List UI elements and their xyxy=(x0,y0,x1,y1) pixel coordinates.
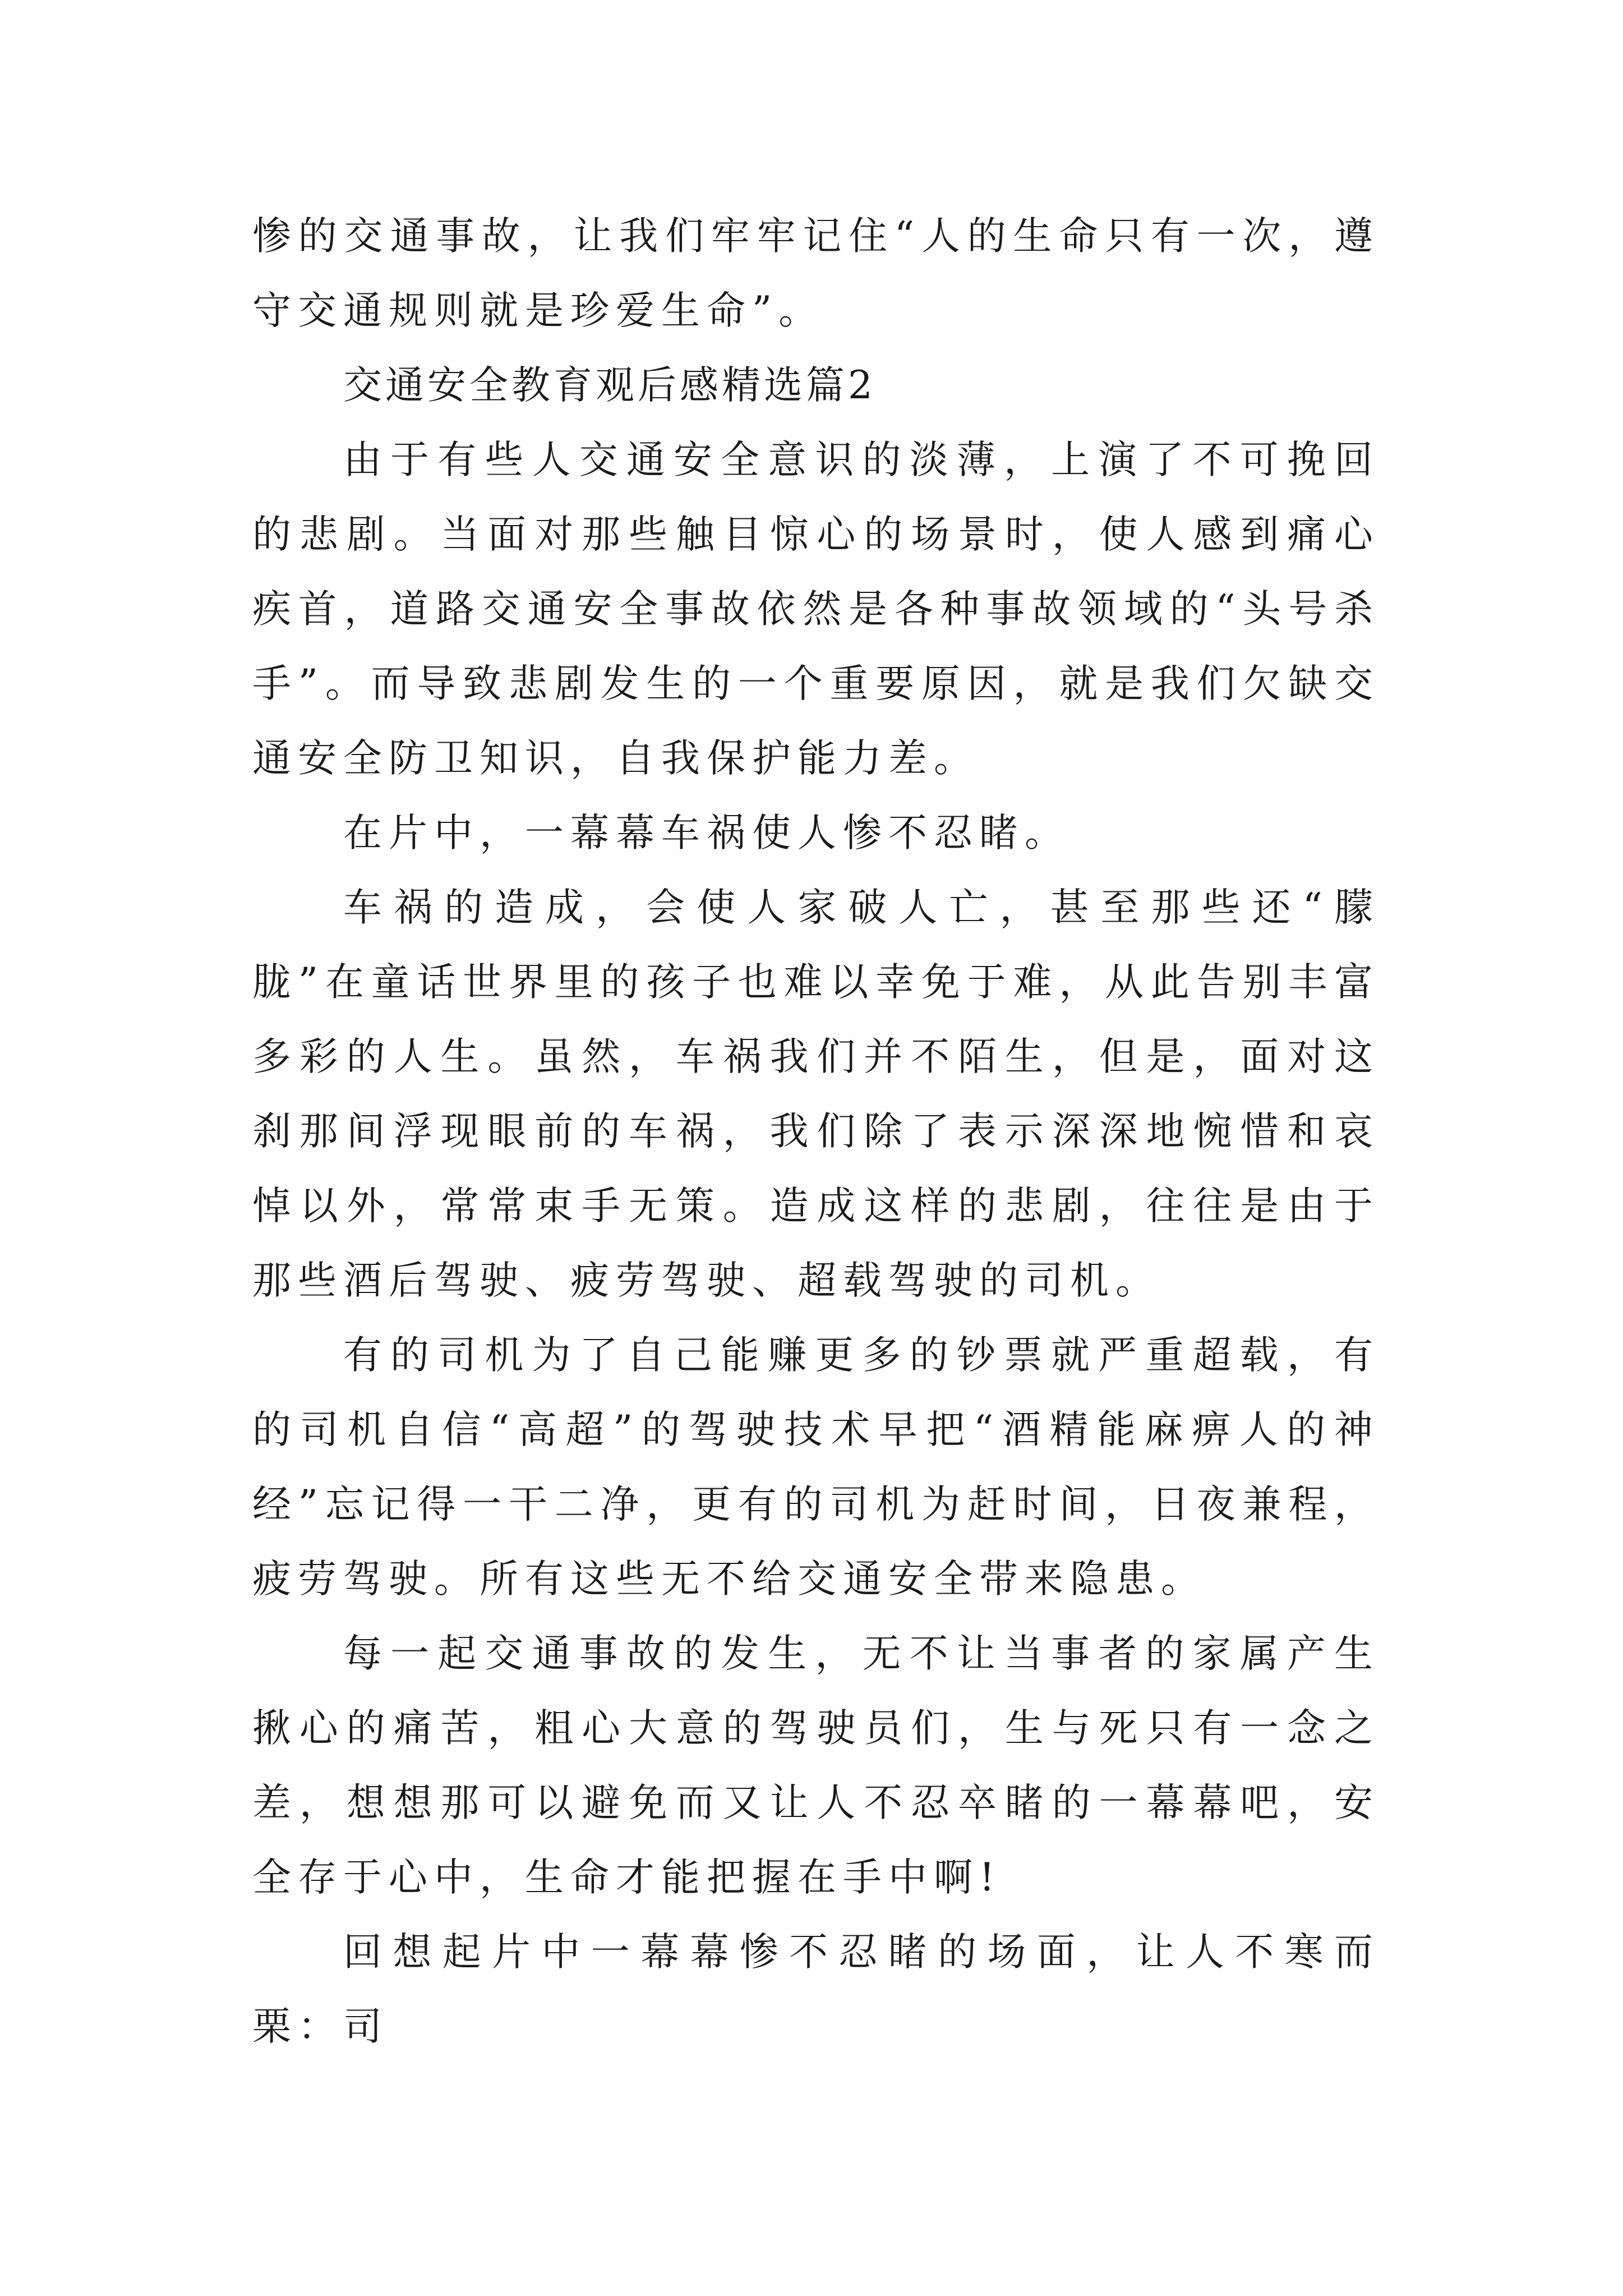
paragraph: 由于有些人交通安全意识的淡薄，上演了不可挽回的悲剧。当面对那些触目惊心的场景时，使人感到痛心疾首，道路交通安全事故依然是各种事故领域的“头号杀手”。而导致悲剧发生的一个重要原因，就是我们欠缺交通安全防卫知识，自我保护能力差。 xyxy=(252,438,1380,781)
paragraph: 有的司机为了自己能赚更多的钞票就严重超载，有的司机自信“高超”的驾驶技术早把“酒精能麻痹人的神经”忘记得一干二净，更有的司机为赶时间，日夜兼程，疲劳驾驶。所有这些无不给交通安全带来隐患。 xyxy=(252,1333,1380,1602)
document-body xyxy=(252,199,1380,2064)
paragraph: 车祸的造成，会使人家破人亡，甚至那些还“朦胧”在童话世界里的孩子也难以幸免于难，从此告别丰富多彩的人生。虽然，车祸我们并不陌生，但是，面对这刹那间浮现眼前的车祸，我们除了表示深深地惋惜和哀悼以外，常常束手无策。造成这样的悲剧，往往是由于那些酒后驾驶、疲劳驾驶、超载驾驶的司机。 xyxy=(252,885,1380,1303)
paragraph-continuation: 惨的交通事故，让我们牢牢记住“人的生命只有一次，遵守交通规则就是珍爱生命”。 xyxy=(252,214,1380,333)
paragraph: 在片中，一幕幕车祸使人惨不忍睹。 xyxy=(343,811,1070,855)
paragraph: 每一起交通事故的发生，无不让当事者的家属产生揪心的痛苦，粗心大意的驾驶员们，生与死只有一念之差，想想那可以避免而又让人不忍卒睹的一幕幕吧，安全存于心中，生命才能把握在手中啊! xyxy=(252,1631,1380,1900)
paragraph-truncated: 回想起片中一幕幕惨不忍睹的场面，让人不寒而栗：司 xyxy=(252,1930,1380,2049)
section-heading: 交通安全教育观后感精选篇2 xyxy=(343,363,876,408)
